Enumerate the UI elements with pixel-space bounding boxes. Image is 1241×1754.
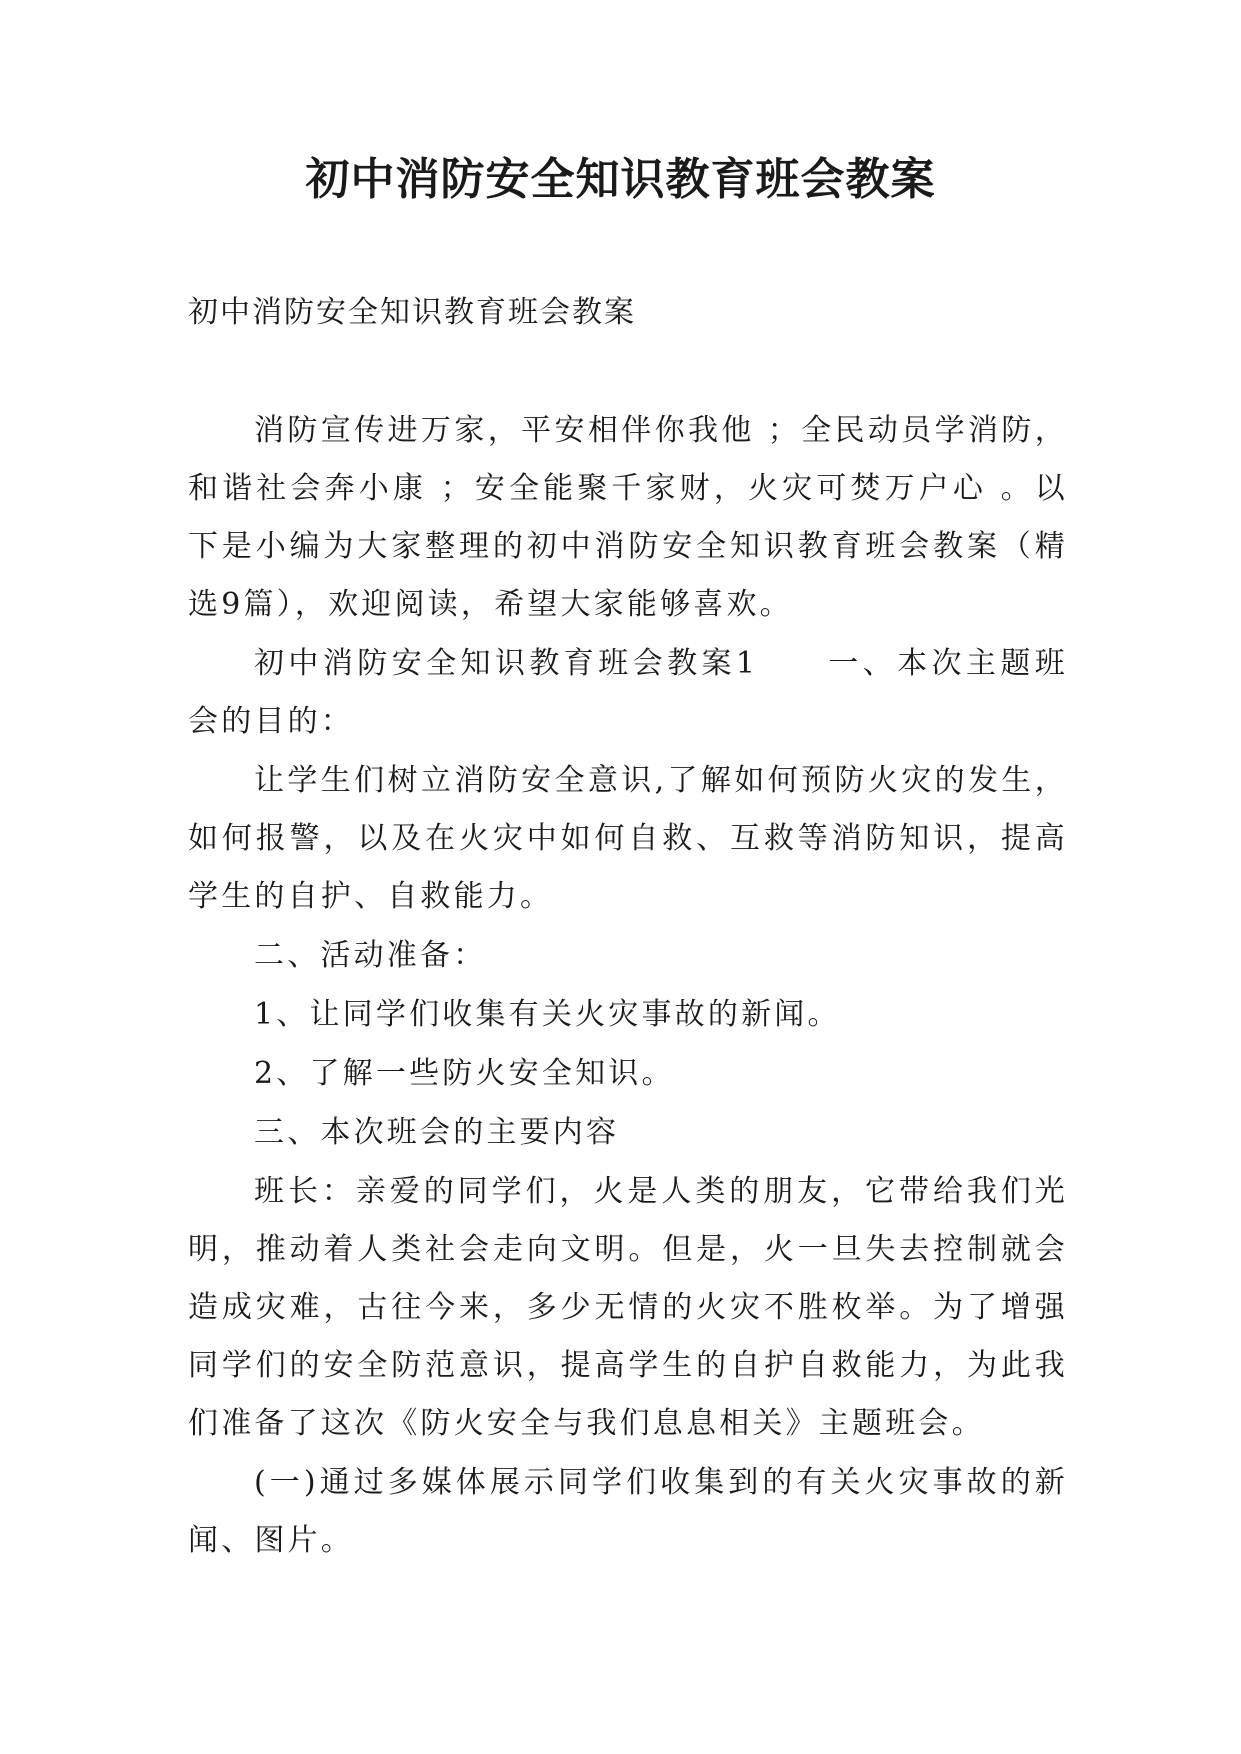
paragraph-content-heading: 三、本次班会的主要内容 <box>254 1115 620 1150</box>
document-title: 初中消防安全知识教育班会教案 <box>305 154 936 205</box>
document-subtitle: 初中消防安全知识教育班会教案 <box>188 295 636 330</box>
document-body <box>188 402 1068 1571</box>
paragraph-plan-1-purpose: 初中消防安全知识教育班会教案1 一、本次主题班会的目的： <box>188 646 1068 739</box>
paragraph-preparation-heading: 二、活动准备： <box>254 938 487 973</box>
paragraph-preparation-2: 2、了解一些防火安全知识。 <box>254 1056 675 1091</box>
paragraph-purpose-detail: 让学生们树立消防安全意识,了解如何预防火灾的发生，如何报警，以及在火灾中如何自救、互救等消防知识，提高学生的自护、自救能力。 <box>188 763 1068 914</box>
paragraph-intro: 消防宣传进万家，平安相伴你我他 ；全民动员学消防，和谐社会奔小康 ；安全能聚千家财，火灾可焚万户心 。以下是小编为大家整理的初中消防安全知识教育班会教案（精选9篇），欢迎阅读，希望大家能够喜欢。 <box>188 413 1068 622</box>
paragraph-preparation-1: 1、让同学们收集有关火灾事故的新闻。 <box>254 997 841 1032</box>
paragraph-monitor-speech: 班长：亲爱的同学们，火是人类的朋友，它带给我们光明，推动着人类社会走向文明。但是，火一旦失去控制就会造成灾难，古往今来，多少无情的火灾不胜枚举。为了增强同学们的安全防范意识，提高学生的自护自救能力，为此我们准备了这次《防火安全与我们息息相关》主题班会。 <box>188 1174 1068 1441</box>
paragraph-multimedia: (一)通过多媒体展示同学们收集到的有关火灾事故的新闻、图片。 <box>188 1465 1068 1558</box>
